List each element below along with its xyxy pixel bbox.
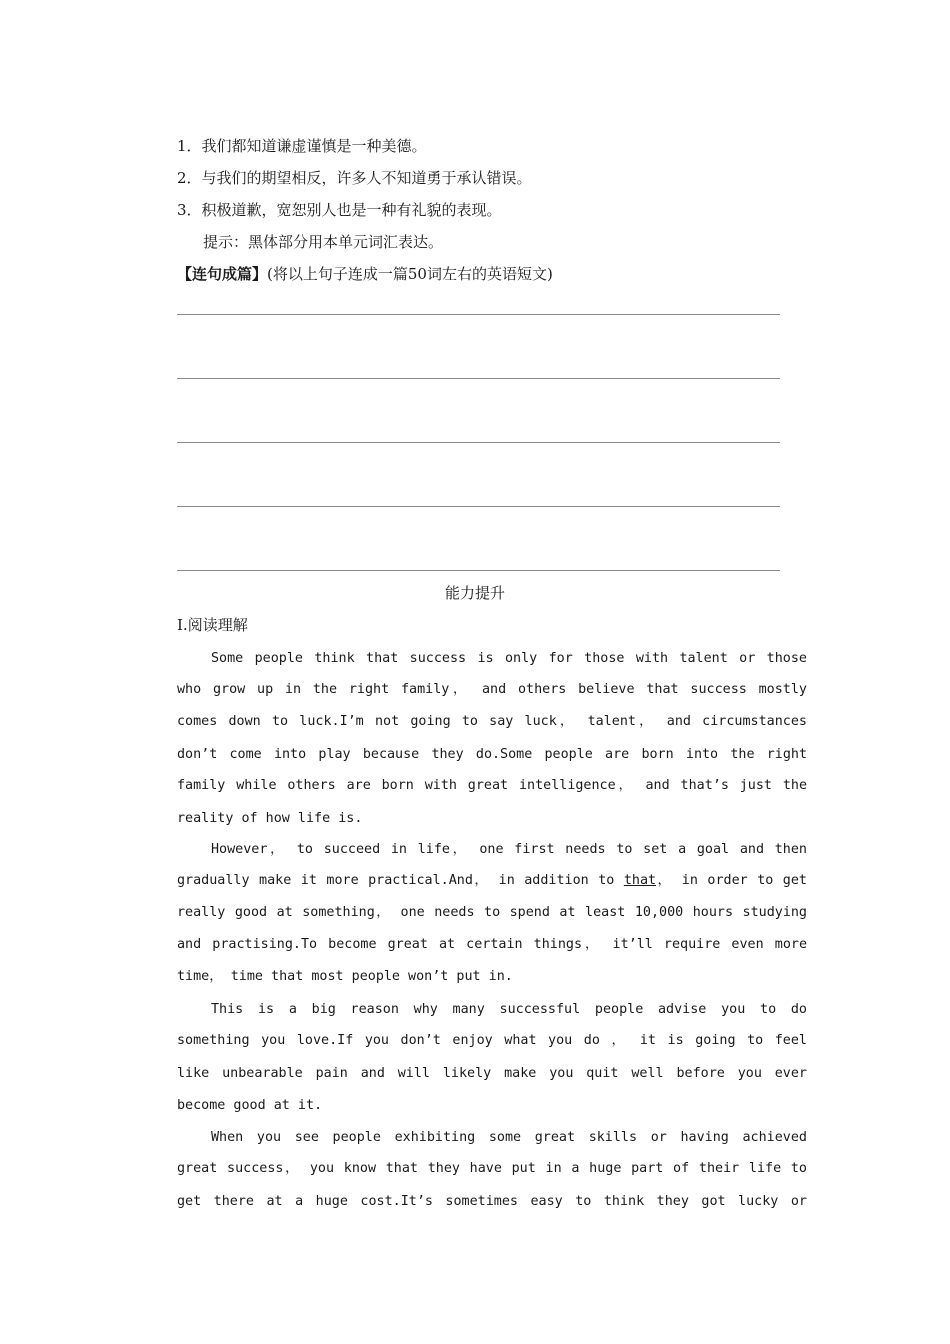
passage-line: reality of how life is. [177,811,363,826]
passage-line: get there at a huge cost.It’s sometimes easy to think they got lucky or [177,1194,807,1209]
passage-line: time， time that most people won’t put in. [177,969,513,984]
sentence-2: 2．与我们的期望相反，许多人不知道勇于承认错误。 [177,169,532,187]
answer-line-2[interactable] [177,378,780,379]
underlined-that: that [623,873,657,888]
sentence-1: 1．我们都知道谦虚谨慎是一种美德。 [177,137,427,155]
hint-text: 提示：黑体部分用本单元词汇表达。 [203,233,444,251]
passage-line: great success， you know that they have put in a huge part of their life to [177,1161,807,1176]
passage-line: really good at something， one needs to spend at least 10,000 hours studying [177,905,807,920]
passage-line: When you see people exhibiting some great skills or having achieved [211,1130,807,1145]
answer-line-1[interactable] [177,314,780,315]
passage-text: ， in order to get [656,873,807,888]
sentence-3: 3．积极道歉，宽恕别人也是一种有礼貌的表现。 [177,201,502,219]
passage-text: gradually make it more practical.And， in addition to [177,873,624,888]
answer-line-3[interactable] [177,442,780,443]
passage-line: something you love.If you don’t enjoy what you do ， it is going to feel [177,1033,807,1048]
section-title: 能力提升 [444,584,505,602]
passage-line: family while others are born with great intelligence， and that’s just the [177,778,807,793]
passage-line: become good at it. [177,1098,323,1113]
lianju-label: 【连句成篇】 [177,265,268,283]
answer-line-5[interactable] [177,570,780,571]
passage-line: like unbearable pain and will likely make you quit well before you ever [177,1066,807,1081]
passage-line: who grow up in the right family， and others believe that success mostly [177,682,807,697]
answer-line-4[interactable] [177,506,780,507]
passage-line: Some people think that success is only for those with talent or those [211,651,807,666]
passage-line: However， to succeed in life， one first needs to set a goal and then [211,842,807,857]
passage-line: don’t come into play because they do.Some people are born into the right [177,747,807,762]
lianju-heading [177,264,553,284]
passage-line: comes down to luck.I’m not going to say luck， talent， and circumstances [177,714,807,729]
reading-heading: Ⅰ.阅读理解 [177,616,248,634]
passage-line [177,871,807,891]
lianju-instruction: (将以上句子连成一篇50词左右的英语短文) [267,265,553,283]
passage-line: and practising.To become great at certain things， it’ll require even more [177,937,807,952]
passage-line: This is a big reason why many successful people advise you to do [211,1002,807,1017]
